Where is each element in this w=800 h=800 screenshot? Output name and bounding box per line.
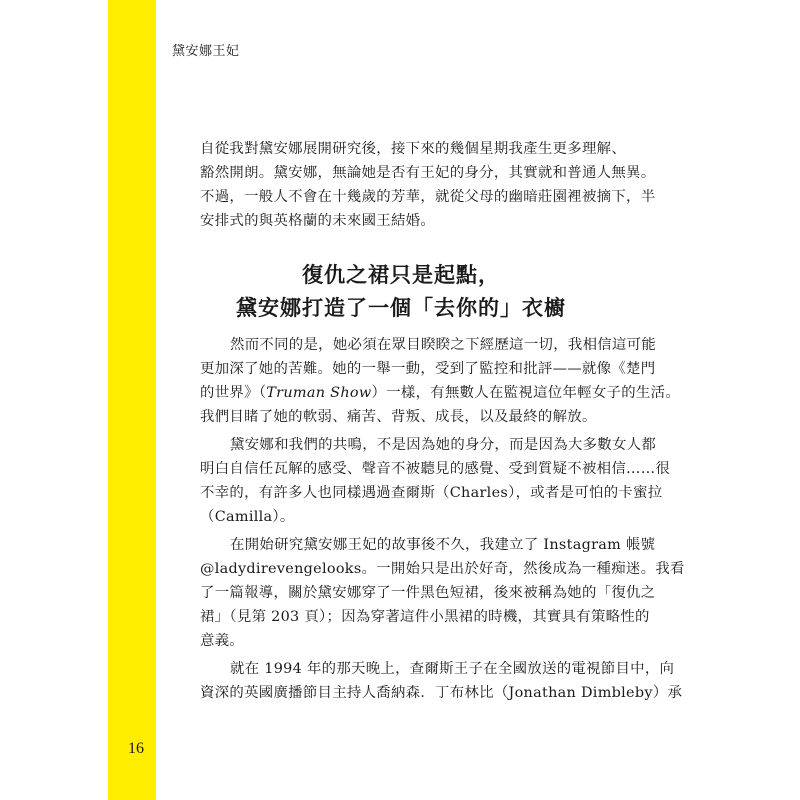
body-line: 更加深了她的苦難。她的一舉一動，受到了監控和批評——就像《楚門 <box>200 361 656 377</box>
body-line: 然而不同的是，她必須在眾目睽睽之下經歷這一切，我相信這可能 <box>230 337 657 353</box>
intro-line: 不過，一般人不會在十幾歲的芳華，就從父母的幽暗莊園裡被摘下，半 <box>200 189 656 205</box>
body-line: 裙」（見第 203 頁）；因為穿著這件小黑裙的時機，其實具有策略性的 <box>200 609 650 625</box>
section-heading-line-2: 黛安娜打造了一個「去你的」衣櫥 <box>236 295 566 320</box>
body-text: ）一樣，有無數人在監視這位年輕女子的生活。 <box>371 385 681 401</box>
intro-line: 豁然開朗。黛安娜，無論她是否有王妃的身分，其實就和普通人無異。 <box>200 165 656 181</box>
body-line: 意義。 <box>200 633 245 649</box>
body-line: 就在 1994 年的那天晚上，查爾斯王子在全國放送的電視節目中，向 <box>230 661 675 677</box>
body-line: 不幸的，有許多人也同樣遇過查爾斯（Charles），或者是可怕的卡蜜拉 <box>200 485 663 501</box>
body-line <box>200 386 680 400</box>
body-line: 了一篇報導，關於黛安娜穿了一件黑色短裙，後來被稱為她的「復仇之 <box>200 585 656 601</box>
body-line: （Camilla）。 <box>200 509 295 525</box>
intro-line: 自從我對黛安娜展開研究後，接下來的幾個星期我產生更多理解、 <box>200 141 627 157</box>
page-number: 16 <box>128 740 144 757</box>
body-line: 在開始研究黛安娜王妃的故事後不久，我建立了 Instagram 帳號 <box>230 537 656 553</box>
body-line: 我們目睹了她的軟弱、痛苦、背叛、成長，以及最終的解放。 <box>200 409 597 425</box>
body-text: 的世界》（ <box>200 385 267 401</box>
running-head: 黛安娜王妃 <box>172 44 240 59</box>
yellow-margin-bar <box>108 0 156 800</box>
body-line: 資深的英國廣播節目主持人喬納森．丁布林比（Jonathan Dimbleby）承 <box>200 685 683 701</box>
intro-line: 安排式的與英格蘭的未來國王結婚。 <box>200 213 436 229</box>
body-line: 明白自信任瓦解的感受、聲音不被聽見的感覺、受到質疑不被相信……很 <box>200 461 671 477</box>
body-line: @ladydirevengelooks。一開始只是出於好奇，然後成為一種痴迷。我看 <box>200 561 685 577</box>
body-line: 黛安娜和我們的共鳴，不是因為她的身分，而是因為大多數女人都 <box>230 437 657 453</box>
film-title: Truman Show <box>266 385 372 401</box>
section-heading-line-1: 復仇之裙只是起點， <box>302 262 500 287</box>
